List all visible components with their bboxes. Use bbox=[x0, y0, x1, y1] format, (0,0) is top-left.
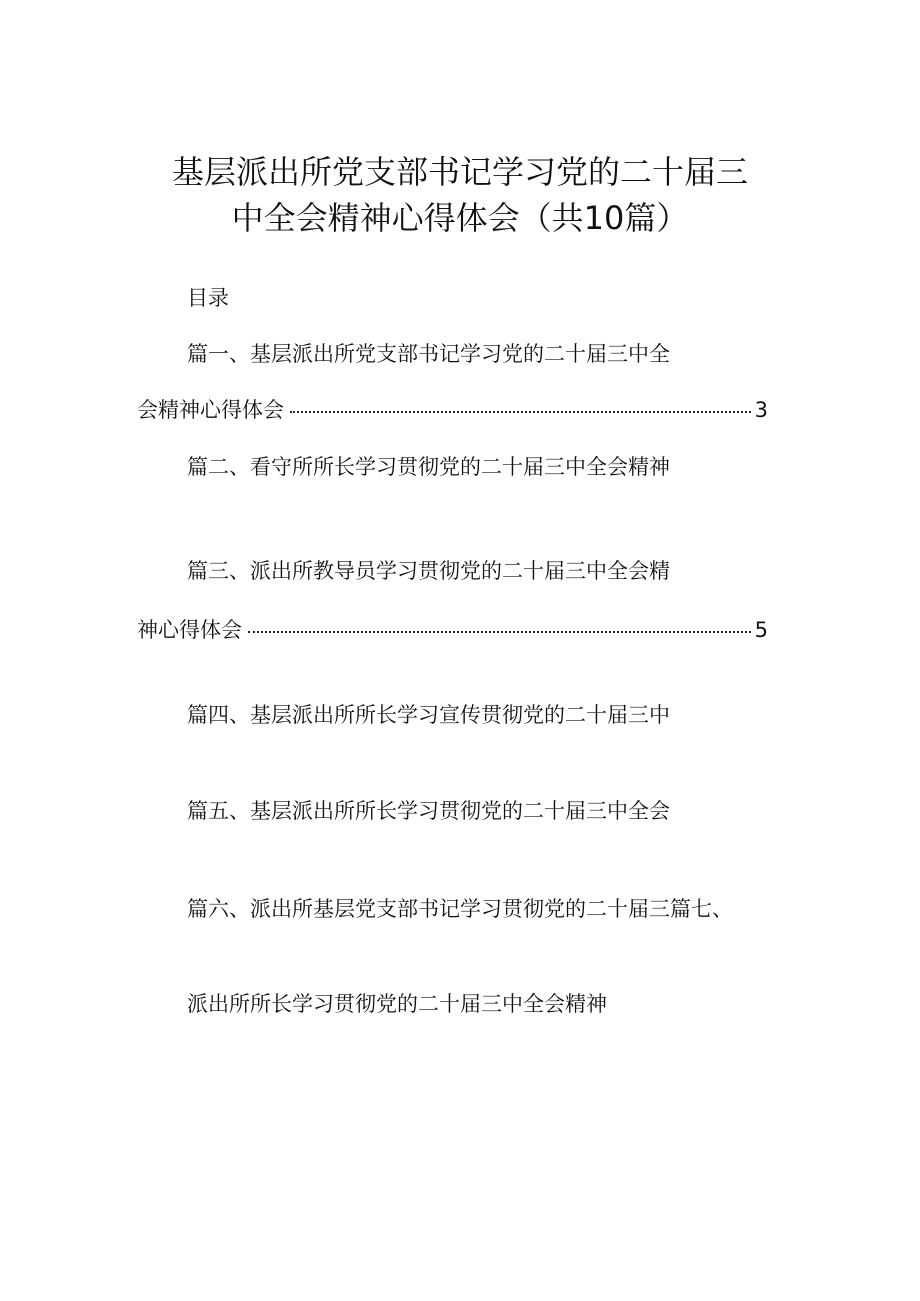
toc-entry-3-page-number: 5 bbox=[754, 618, 768, 642]
dot-leader bbox=[248, 631, 751, 633]
toc-entry-3-line-2[interactable] bbox=[137, 616, 768, 644]
toc-entry-6-line-1[interactable]: 篇六、派出所基层党支部书记学习贯彻党的二十届三篇七、 bbox=[187, 897, 733, 921]
document-title-line-1: 基层派出所党支部书记学习党的二十届三 bbox=[171, 153, 748, 191]
dot-leader bbox=[290, 411, 751, 413]
toc-entry-1-line-2[interactable] bbox=[137, 396, 768, 424]
toc-entry-5[interactable]: 篇五、基层派出所所长学习贯彻党的二十届三中全会 bbox=[187, 799, 670, 823]
toc-entry-3-text: 神心得体会 bbox=[137, 618, 242, 642]
toc-entry-4[interactable]: 篇四、基层派出所所长学习宣传贯彻党的二十届三中 bbox=[187, 703, 670, 727]
toc-entry-1-text: 会精神心得体会 bbox=[137, 398, 284, 422]
toc-entry-1-line-1[interactable]: 篇一、基层派出所党支部书记学习党的二十届三中全 bbox=[187, 342, 670, 366]
toc-entry-1-page-number: 3 bbox=[754, 398, 768, 422]
toc-entry-2[interactable]: 篇二、看守所所长学习贯彻党的二十届三中全会精神 bbox=[187, 455, 670, 479]
toc-heading: 目录 bbox=[187, 286, 229, 310]
toc-entry-6-line-2[interactable]: 派出所所长学习贯彻党的二十届三中全会精神 bbox=[187, 992, 607, 1016]
toc-entry-3-line-1[interactable]: 篇三、派出所教导员学习贯彻党的二十届三中全会精 bbox=[187, 559, 670, 583]
document-title-line-2: 中全会精神心得体会（共10篇） bbox=[231, 199, 689, 237]
